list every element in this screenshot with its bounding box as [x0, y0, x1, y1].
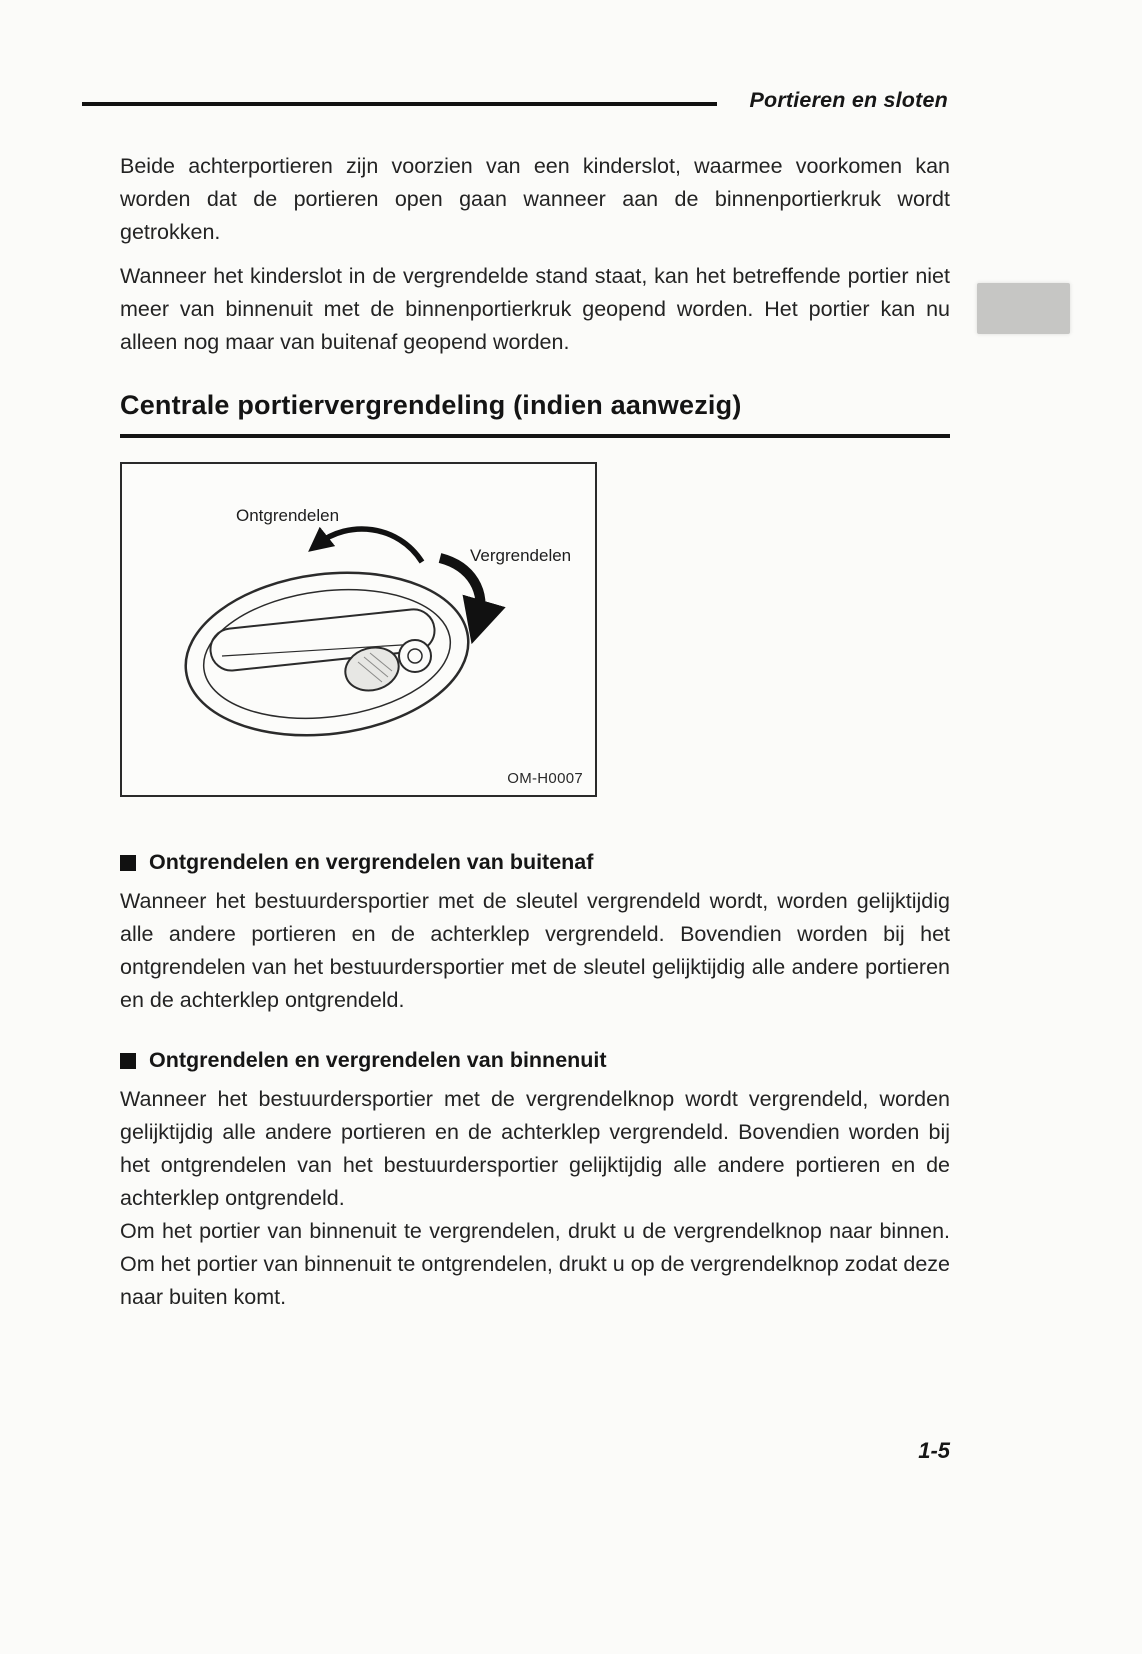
header-rule	[82, 102, 717, 106]
subsection-paragraph: Wanneer het bestuurdersportier met de sleutel vergrendeld wordt, worden gelijktijdig alle andere portieren en de achterklep vergrendeld. Bovendien worden bij het ontgrendelen van het bestuurdersportier met de sleutel gelijktijdig alle andere portieren en de achterklep ontgrendeld.	[120, 889, 950, 1012]
square-bullet-icon	[120, 1053, 136, 1069]
door-handle-illustration	[122, 464, 595, 795]
figure-code: OM-H0007	[507, 770, 583, 787]
subsection-binnenuit	[120, 1048, 950, 1314]
page-header-title: Portieren en sloten	[749, 88, 948, 112]
intro-section	[120, 150, 950, 370]
subsection-heading-binnenuit	[120, 1048, 950, 1073]
intro-paragraph-1: Beide achterportieren zijn voorzien van een kinderslot, waarmee voorkomen kan worden dat de portieren open gaan wanneer aan de binnenportierkruk wordt getrokken.	[120, 154, 950, 244]
subsection-heading-buitenaf	[120, 850, 950, 875]
figure-door-handle	[120, 462, 597, 797]
subsection-paragraph: Om het portier van binnenuit te vergrendelen, drukt u de vergrendelknop naar binnen. Om het portier van binnenuit te ontgrendelen, drukt u op de vergrendelknop zodat deze naar buiten komt.	[120, 1219, 950, 1309]
chapter-thumb-tab	[977, 283, 1070, 334]
figure-label-unlock: Ontgrendelen	[236, 506, 340, 525]
page-number: 1-5	[918, 1438, 950, 1463]
figure-label-lock: Vergrendelen	[470, 546, 572, 565]
subsection-paragraph: Wanneer het bestuurdersportier met de vergrendelknop wordt vergrendeld, worden gelijktijdig alle andere portieren en de achterklep vergrendeld. Bovendien worden bij het ontgrendelen van het bestuurdersportier gelijktijdig alle andere portieren en de achterklep ontgrendeld.	[120, 1087, 950, 1210]
section-title: Centrale portiervergrendeling (indien aanwezig)	[120, 390, 950, 438]
subsections	[120, 850, 950, 1314]
subsection-title-text: Ontgrendelen en vergrendelen van binnenuit	[149, 1048, 607, 1072]
square-bullet-icon	[120, 855, 136, 871]
intro-paragraph-2: Wanneer het kinderslot in de vergrendelde stand staat, kan het betreffende portier niet meer van binnenuit met de binnenportierkruk geopend worden. Het portier kan nu alleen nog maar van buitenaf geopend worden.	[120, 264, 950, 354]
subsection-title-text: Ontgrendelen en vergrendelen van buitenaf	[149, 850, 594, 874]
page-header	[82, 88, 948, 113]
subsection-buitenaf	[120, 850, 950, 1017]
